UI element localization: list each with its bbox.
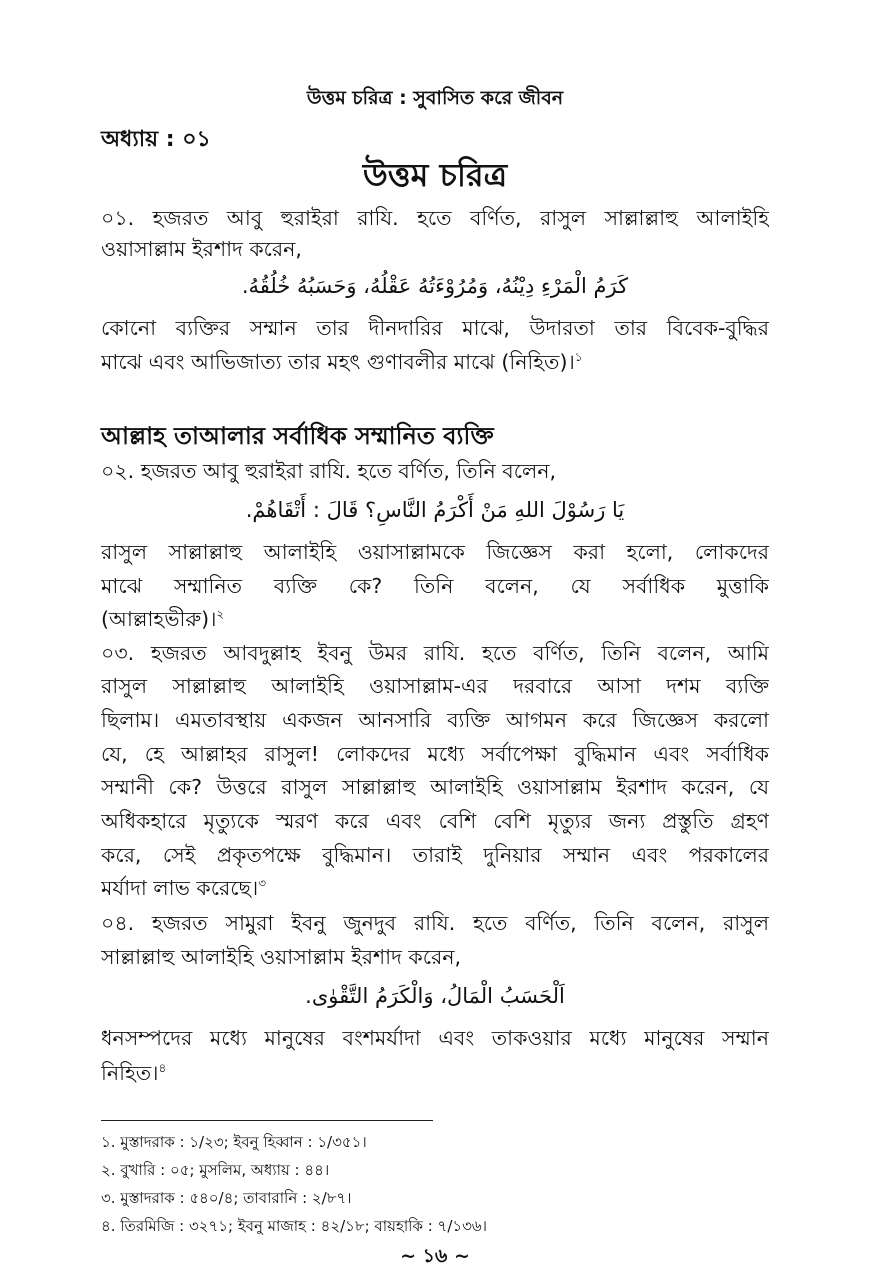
body-line: ০৩. হজরত আবদুল্লাহ ইবনু উমর রাযি. হতে বর্ণিত, তিনি বলেন, আমি	[101, 641, 769, 665]
page-number: ~ ১৬ ~	[400, 1245, 470, 1267]
arabic-text: كَرَمُ الْمَرْءِ دِيْنُهُ، وَمُرُوْءَتُهُ عَقْلُهُ، وَحَسَبُهُ خُلُقُهُ.	[241, 274, 629, 298]
body-line: ০২. হজরত আবু হুরাইরা রাযি. হতে বর্ণিত, তিনি বলেন,	[101, 459, 556, 483]
footnote-ref: ৩	[258, 876, 267, 891]
running-head: উত্তম চরিত্র : সুবাসিত করে জীবন	[306, 87, 564, 109]
chapter-label: অধ্যায় : ০১	[101, 127, 211, 152]
arabic-text: اَلْحَسَبُ الْمَالُ، وَالْكَرَمُ التَّقْوٰى.	[305, 984, 565, 1008]
body-line: কোনো ব্যক্তির সম্মান তার দীনদারির মাঝে, উদারতা তার বিবেক-বুদ্ধির	[101, 316, 769, 340]
body-line: মাঝে এবং আভিজাত্য তার মহৎ গুণাবলীর মাঝে (নিহিত)।$^১$	[101, 350, 583, 374]
body-line: ০১. হজরত আবু হুরাইরা রাযি. হতে বর্ণিত, রাসুল সাল্লাল্লাহু আলাইহি	[101, 206, 769, 230]
body-line: করে, সেই প্রকৃতপক্ষে বুদ্ধিমান। তারাই দুনিয়ার সম্মান এবং পরকালের	[101, 843, 769, 867]
body-line: সম্মানী কে? উত্তরে রাসুল সাল্লাল্লাহু আলাইহি ওয়াসাল্লাম ইরশাদ করেন, যে	[101, 775, 769, 799]
footnote: ১. মুস্তাদরাক : ১/২৩; ইবনু হিব্বান : ১/৩৫১।	[101, 1133, 367, 1151]
footnote: ৩. মুস্তাদরাক : ৫৪০/৪; তাবারানি : ২/৮৭।	[101, 1189, 352, 1207]
body-line: মর্যাদা লাভ করেছে।$^৩$	[101, 876, 267, 900]
page-title: উত্তম চরিত্র	[362, 156, 508, 194]
body-line: ওয়াসাল্লাম ইরশাদ করেন,	[101, 237, 302, 261]
footnote-separator	[101, 1120, 433, 1121]
body-line: সাল্লাল্লাহু আলাইহি ওয়াসাল্লাম ইরশাদ করেন,	[101, 945, 462, 969]
body-line: অধিকহারে মৃত্যুকে স্মরণ করে এবং বেশি বেশি মৃত্যুর জন্য প্রস্তুতি গ্রহণ	[101, 809, 769, 833]
footnote: ২. বুখারি : ০৫; মুসলিম, অধ্যায় : ৪৪।	[101, 1161, 330, 1179]
arabic-text: يَا رَسُوْلَ اللهِ مَنْ أَكْرَمُ النَّاسِ؟ قَالَ : أَتْقَاهُمْ.	[245, 498, 625, 522]
body-line: (আল্লাহভীরু)।$^২$	[101, 607, 225, 631]
footnote-ref: ৪	[158, 1061, 167, 1076]
footnote-ref: ২	[216, 607, 225, 622]
body-line: যে, হে আল্লাহর রাসুল! লোকদের মধ্যে সর্বাপেক্ষা বুদ্ধিমান এবং সর্বাধিক	[101, 742, 769, 766]
body-line: ধনসম্পদের মধ্যে মানুষের বংশমর্যাদা এবং তাকওয়ার মধ্যে মানুষের সম্মান	[101, 1026, 769, 1050]
body-line: নিহিত।$^৪$	[101, 1061, 167, 1085]
footnote-ref: ১	[574, 350, 583, 365]
body-line: রাসুল সাল্লাল্লাহু আলাইহি ওয়াসাল্লাম-এর দরবারে আসা দশম ব্যক্তি	[101, 674, 769, 698]
section-heading: আল্লাহ তাআলার সর্বাধিক সম্মানিত ব্যক্তি	[101, 422, 494, 450]
body-line: ০৪. হজরত সামুরা ইবনু জুনদুব রাযি. হতে বর্ণিত, তিনি বলেন, রাসুল	[101, 911, 769, 935]
body-line: মাঝে সম্মানিত ব্যক্তি কে? তিনি বলেন, যে সর্বাধিক মুত্তাকি	[101, 574, 769, 598]
footnote: ৪. তিরমিজি : ৩২৭১; ইবনু মাজাহ : ৪২/১৮; বায়হাকি : ৭/১৩৬।	[101, 1217, 487, 1235]
body-line: রাসুল সাল্লাল্লাহু আলাইহি ওয়াসাল্লামকে জিজ্ঞেস করা হলো, লোকদের	[101, 540, 769, 564]
body-line: ছিলাম। এমতাবস্থায় একজন আনসারি ব্যক্তি আগমন করে জিজ্ঞেস করলো	[101, 708, 769, 732]
